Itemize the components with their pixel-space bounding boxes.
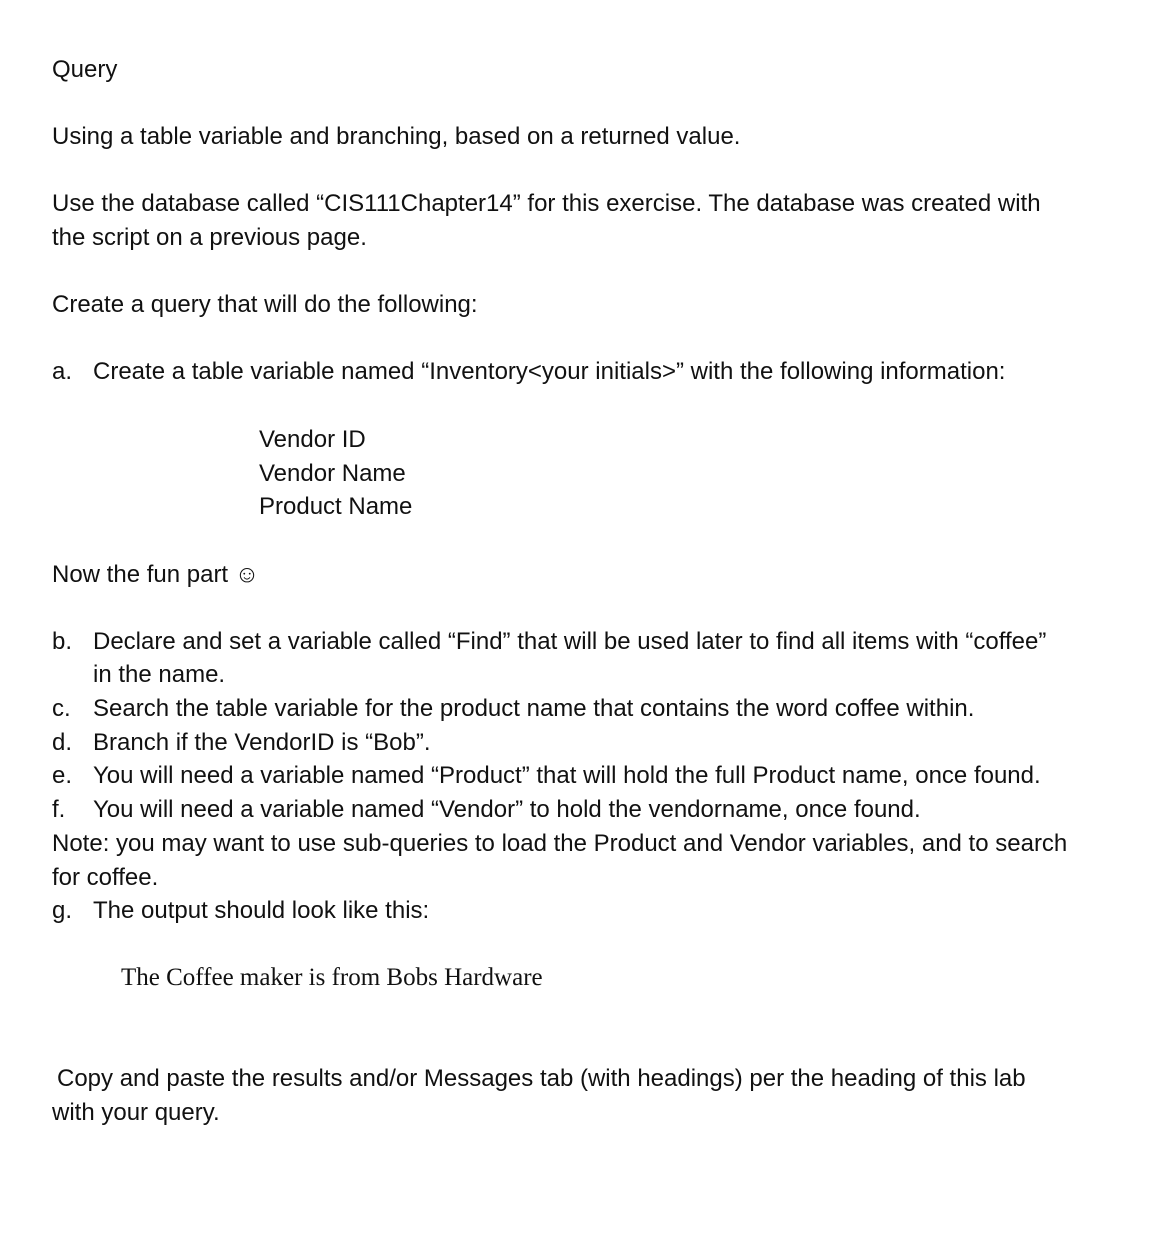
step-a-marker: a.: [52, 358, 73, 385]
database-note-line-1: Use the database called “CIS111Chapter14” for this exercise. The database was created with: [52, 190, 1041, 217]
step-g-text: The output should look like this:: [93, 897, 430, 924]
step-a-text: Create a table variable named “Inventory<your initials>” with the following information:: [93, 358, 1006, 385]
create-prompt: Create a query that will do the following:: [52, 291, 478, 318]
closing-line-2: with your query.: [52, 1099, 220, 1126]
field-item: Vendor ID: [259, 426, 366, 453]
step-text-line-2: in the name.: [93, 661, 226, 688]
note-line-1: Note: you may want to use sub-queries to load the Product and Vendor variables, and to search: [52, 830, 1068, 857]
intro-text: Using a table variable and branching, based on a returned value.: [52, 123, 741, 150]
step-text: Search the table variable for the product name that contains the word coffee within.: [93, 695, 975, 722]
field-item: Vendor Name: [259, 460, 406, 487]
step-g-marker: g.: [52, 897, 73, 924]
step-marker: f.: [52, 796, 66, 823]
database-note-line-2: the script on a previous page.: [52, 224, 367, 251]
step-marker: d.: [52, 729, 73, 756]
closing-line-1: Copy and paste the results and/or Messages tab (with headings) per the heading of this lab: [57, 1065, 1026, 1092]
page-title: Query: [52, 56, 118, 83]
step-text: You will need a variable named “Product” that will hold the full Product name, once found.: [93, 762, 1041, 789]
field-item: Product Name: [259, 493, 413, 520]
note-line-2: for coffee.: [52, 864, 159, 891]
step-text-line-1: Declare and set a variable called “Find” that will be used later to find all items with “coffee”: [93, 628, 1047, 655]
step-marker: c.: [52, 695, 71, 722]
step-marker: b.: [52, 628, 73, 655]
step-text: You will need a variable named “Vendor” to hold the vendorname, once found.: [93, 796, 921, 823]
step-text: Branch if the VendorID is “Bob”.: [93, 729, 431, 756]
sample-output: The Coffee maker is from Bobs Hardware: [121, 964, 543, 991]
fun-part-text: Now the fun part ☺: [52, 561, 260, 588]
step-marker: e.: [52, 762, 73, 789]
